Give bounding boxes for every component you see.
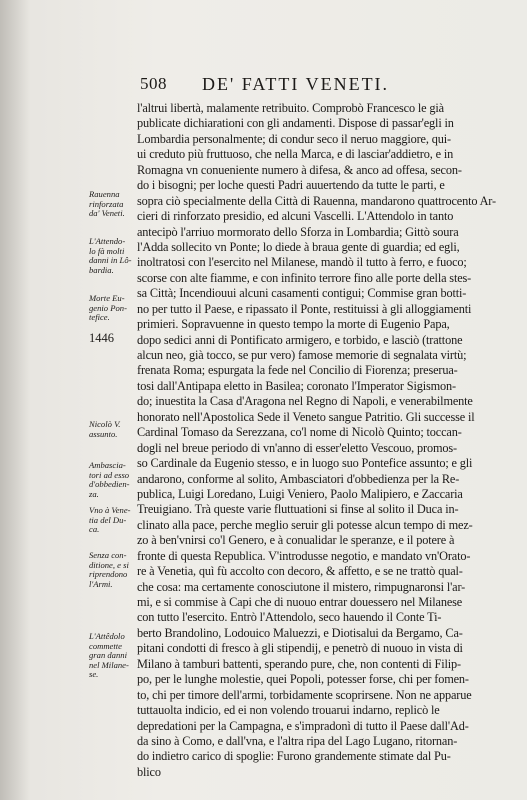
text-line: tuttauolta indicio, ed ei non volendo trouarui indarno, replicò le: [137, 703, 440, 718]
text-line: l'Adda sollecito vn Ponte; lo diede à braua gente di guardia; ed egli,: [137, 239, 460, 254]
text-line: sa Città; Incendiouui alcuni casamenti contigui; Commise gran botti-: [137, 286, 467, 301]
text-line: zo à ben'vnirsi co'l Genero, e à conualidar le speranze, e il potere à: [137, 533, 455, 548]
text-line: Milano à tamburi battenti, sperando pure, che, non contenti di Filip-: [137, 656, 461, 671]
margin-note-line: 1446: [89, 331, 114, 345]
text-line: dopo sedici anni di Pontificato armigero, e torbido, e lasciò (trattone: [137, 332, 463, 347]
margin-note-line: bardia.: [89, 264, 114, 275]
margin-note: [89, 237, 139, 275]
text-line: frenata Roma; espurgata la fede nel Concilio di Fiorenza; preserua-: [137, 363, 458, 378]
page-number: 508: [140, 74, 167, 93]
text-line: Cardinal Tomaso da Serezzana, co'l nome di Nicolò Quinto; toccan-: [137, 425, 462, 440]
margin-note-line: genio Pon-: [89, 302, 127, 313]
text-line: sopra ciò specialmente della Città di Rauenna, mandarono quattrocento Ar-: [137, 193, 496, 208]
margin-note-line: gran danni: [89, 650, 127, 661]
text-line: do; inuestita la Casa d'Aragona nel Regno di Napoli, e venerabilmente: [137, 394, 473, 409]
text-line: so Cardinale da Eugenio stesso, e in luogo suo Pontefice assunto; e gli: [137, 456, 473, 471]
text-line: cieri di rinforzato presidio, ed alcuni Vascelli. L'Attendolo in tanto: [137, 209, 454, 224]
text-line: con tutto l'esercito. Entrò l'Attendolo, seco hauendo il Conte Ti-: [137, 610, 442, 625]
margin-note-line: assunto.: [89, 428, 118, 439]
text-line: che cosa: ma certamente conosciutone il mistero, rimpugnaronsi l'ar-: [137, 579, 466, 594]
text-line: to, chi per timore dell'armi, torbidamente scoprirsene. Non ne apparue: [137, 687, 472, 702]
margin-note-line: se.: [89, 669, 99, 680]
text-line: scorse con alte fiamme, e con infinito terrore fino alle porte della stes-: [137, 270, 472, 285]
text-line: ui creduto più fruttuoso, che nella Marca, e di lasciar'addietro, e in: [137, 147, 454, 162]
text-line: andarono, conforme al solito, Ambasciatori d'obbedienza per la Re-: [137, 471, 460, 486]
text-line: honorato nell'Apostolica Sede il Veneto sangue Patritio. Gli successe il: [137, 409, 475, 424]
text-line: antecipò l'arriuo mormorato dello Sforza in Lombardia; Gittò soura: [137, 224, 459, 239]
text-line: inoltratosi con l'esercito nel Milanese, mandò il tutto à ferro, e fuoco;: [137, 255, 467, 270]
margin-note-line: ca.: [89, 524, 100, 535]
margin-note-line: riprendono: [89, 569, 128, 580]
text-line: tosi dall'Antipapa eletto in Basilea; coronato l'Imperator Sigismon-: [137, 378, 457, 393]
margin-note: [89, 294, 139, 323]
running-head: DE' FATTI VENETI.: [202, 74, 390, 94]
margin-note-line: l'Armi.: [89, 578, 113, 589]
margin-note: [89, 420, 139, 439]
margin-note-line: d'obbedien-: [89, 479, 130, 490]
margin-note-line: Morte Eu-: [89, 293, 125, 303]
body-text: [137, 101, 503, 780]
text-line: fronte di questa Republica. V'introdusse negotio, e mandato vn'Orato-: [137, 548, 471, 563]
margin-note-line: Senza con-: [89, 550, 127, 560]
text-line: re à Venetia, quì fù accolto con decoro, & affetto, e se ne trattò qual-: [137, 564, 463, 579]
page-header: [140, 74, 440, 98]
text-line: Lombardia personalmente; di condur seco il neruo maggiore, qui-: [137, 131, 451, 146]
text-line: alcun neo, già tocco, se pur vero) famose memorie di segnalata virtù;: [137, 348, 467, 362]
margin-note-line: lo fà molti: [89, 245, 125, 256]
margin-note: [89, 506, 139, 535]
year-note: [89, 331, 139, 345]
text-line: depredationi per la Campagna, e s'impradonì di tutto il Paese dall'Ad-: [137, 718, 469, 733]
margin-note: [89, 461, 139, 499]
margin-note-line: danni in Lô-: [89, 255, 132, 266]
text-line: blico: [137, 764, 161, 779]
margin-note-line: tia del Du-: [89, 514, 127, 525]
text-line: do i bisogni; per loche questi Padri auuertendo da tutte le parti, e: [137, 178, 445, 193]
margin-note: [89, 551, 139, 589]
margin-note-line: Ambascia-: [89, 460, 126, 470]
margin-note-line: L'Attendo-: [89, 236, 126, 246]
margin-note-line: L'Attêdolo: [89, 631, 125, 641]
margin-note-line: Nicolò V.: [89, 419, 121, 429]
margin-note-line: rinforzata: [89, 198, 124, 209]
margin-note-line: za.: [89, 488, 99, 499]
margin-note-line: tefice.: [89, 312, 110, 323]
text-line: da sino à Como, e dall'vna, e l'altra ripa del Lago Lugano, ritornan-: [137, 733, 458, 748]
text-line: pitani condotti di fresco à gli stipendij, e penetrò di nuouo in vista di: [137, 641, 463, 656]
text-line: primieri. Sopravuenne in questo tempo la morte di Eugenio Papa,: [137, 317, 450, 332]
margin-note-line: Vno à Vene-: [89, 505, 131, 515]
text-line: Treuigiano. Trà queste varie fluttuationi si finse al solito il Duca in-: [137, 502, 459, 517]
gutter-shadow: [0, 0, 30, 800]
text-line: do indietro carico di spoglie: Furono grandemente stimate dal Pu-: [137, 749, 451, 764]
margin-note-line: nel Milane-: [89, 659, 129, 670]
text-line: publicate dichiarationi con gli andamenti. Dispose di passar'egli in: [137, 116, 454, 131]
margin-note-line: tori ad esso: [89, 469, 130, 480]
text-line: l'altrui libertà, malamente retribuito. Comprobò Francesco le già: [137, 101, 444, 115]
margin-notes: [89, 0, 137, 800]
margin-note-line: ditione, e si: [89, 559, 129, 570]
margin-note: [89, 190, 139, 219]
text-line: berto Brandolino, Lodouico Maluezzi, e Diotisalui da Bergamo, Ca-: [137, 625, 463, 640]
margin-note-line: commette: [89, 640, 122, 651]
text-line: mi, e si commise à Capi che di nuouo entrar douessero nel Milanese: [137, 595, 463, 609]
text-line: po, per le lunghe molestie, quei Popoli, potesser forse, chi per fomen-: [137, 672, 469, 687]
margin-note-line: Rauenna: [89, 189, 120, 199]
margin-note: [89, 632, 139, 680]
text-line: dogli nel breue periodo di vn'anno di esser'eletto Vescouo, promos-: [137, 440, 457, 455]
text-line: no per tutto il Paese, e ripassato il Ponte, restituissi à gli alloggiamenti: [137, 301, 472, 316]
margin-note-line: da' Veneti.: [89, 208, 125, 219]
text-line: clinato alla pace, perche meglio seruir gli potesse alcun tempo di mez-: [137, 517, 473, 532]
text-line: Romagna vn conueniente numero à difesa, & anco ad offesa, secon-: [137, 162, 462, 177]
text-line: publica, Luigi Loredano, Luigi Veniero, Paolo Malipiero, e Zaccaria: [137, 486, 463, 501]
